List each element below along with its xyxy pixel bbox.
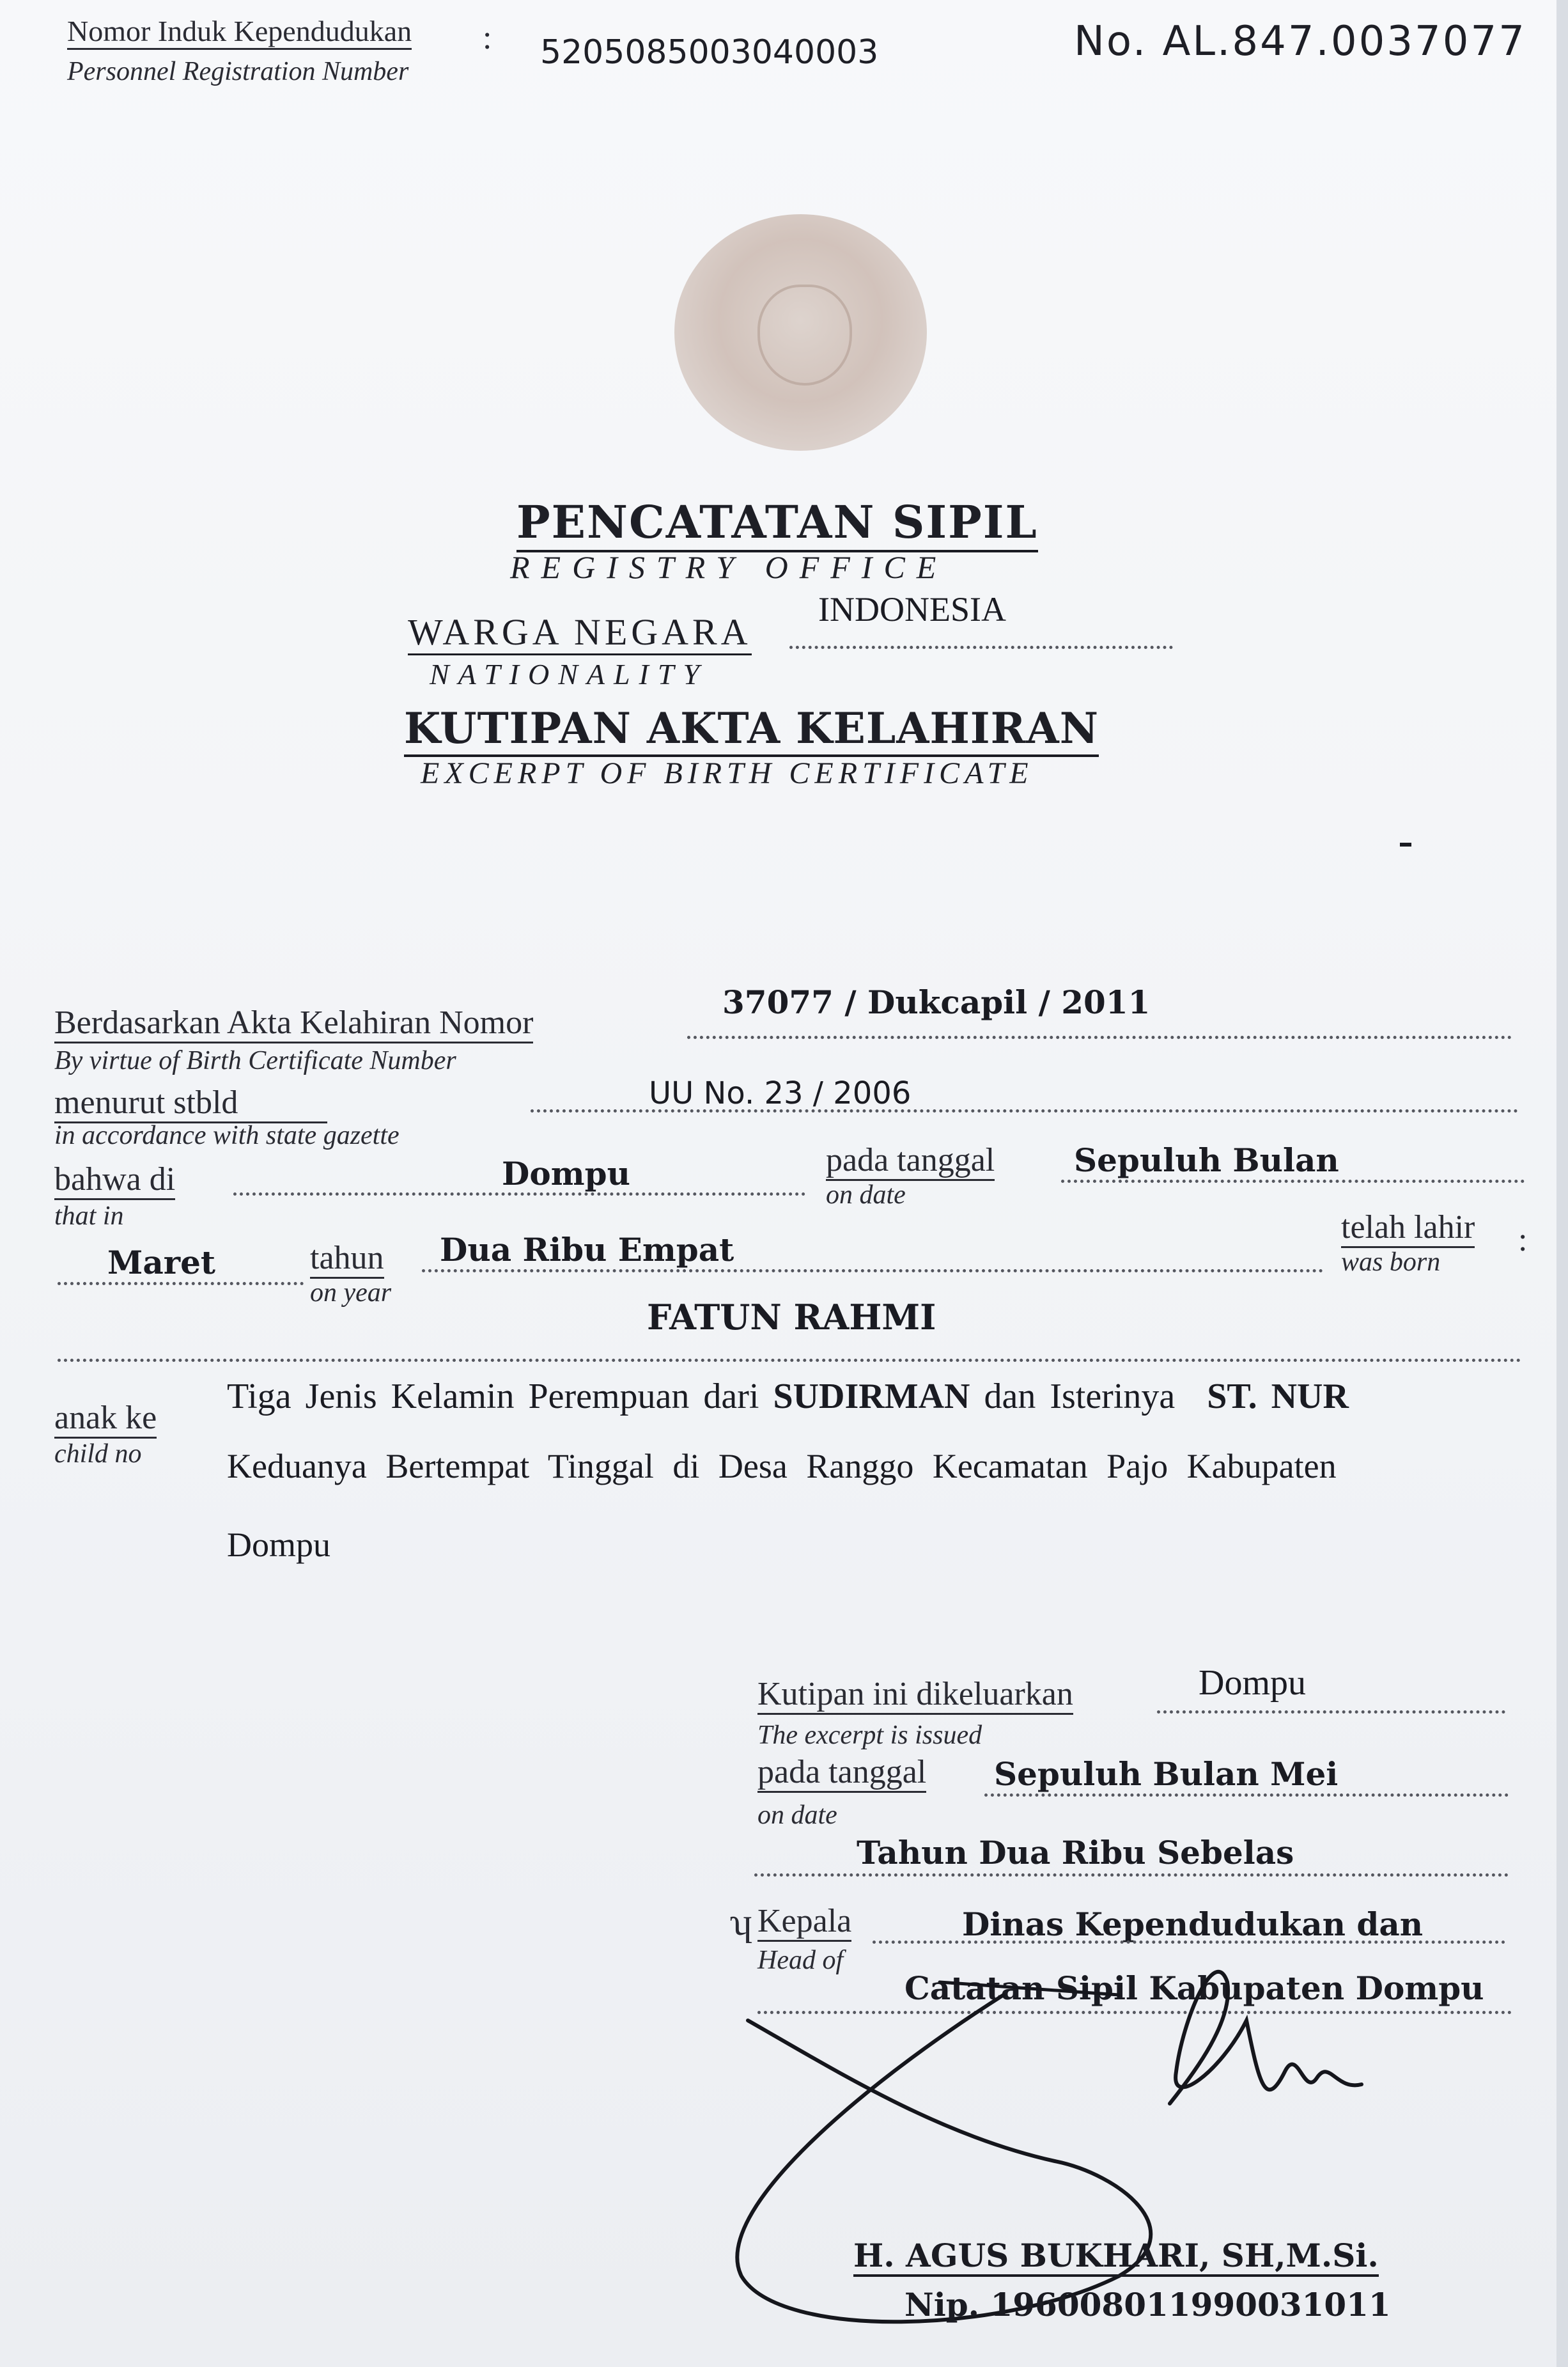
child-details-line1 [227, 1376, 1349, 1417]
child-no-label: anak ke [54, 1399, 157, 1439]
margin-mark: ʮ [729, 1901, 753, 1943]
official-name: H. AGUS BUKHARI, SH,M.Si. [853, 2237, 1379, 2277]
seal-emblem [757, 285, 852, 386]
child-name: FATUN RAHMI [647, 1297, 936, 1338]
birth-place-value: Dompu [502, 1155, 630, 1192]
mark-dash [1400, 843, 1411, 847]
issue-date-dots [984, 1793, 1509, 1797]
birth-date-label-en: on date [826, 1180, 906, 1210]
issued-label: Kutipan ini dikeluarkan [757, 1675, 1073, 1715]
child-details-text-b: dan Isterinya [970, 1377, 1190, 1416]
stbld-value: UU No. 23 / 2006 [649, 1075, 912, 1111]
cert-number-dots [687, 1036, 1512, 1039]
birth-month-value: Maret [107, 1244, 215, 1281]
issue-date-value2: Tahun Dua Ribu Sebelas [857, 1834, 1294, 1871]
issued-value: Dompu [1199, 1663, 1306, 1703]
child-name-dots [58, 1359, 1521, 1362]
registry-title: PENCATATAN SIPIL [516, 496, 1038, 552]
issue-date-value: Sepuluh Bulan Mei [994, 1755, 1339, 1793]
excerpt-title-en: EXCERPT OF BIRTH CERTIFICATE [421, 756, 1034, 790]
birth-date-dots [1061, 1180, 1525, 1183]
nik-value: 5205085003040003 [540, 33, 879, 72]
birth-year-dots [422, 1269, 1323, 1272]
birth-year-label: tahun [310, 1239, 384, 1279]
stbld-label: menurut stbld [54, 1084, 327, 1123]
nik-colon: : [483, 20, 492, 56]
nik-label: Nomor Induk Kependudukan [67, 14, 412, 50]
head-label: Kepala [757, 1902, 851, 1942]
cert-number-label: Berdasarkan Akta Kelahiran Nomor [54, 1004, 533, 1043]
born-label-en: was born [1341, 1247, 1441, 1277]
stbld-dots [531, 1109, 1518, 1113]
issue-date-label-en: on date [757, 1801, 837, 1830]
birth-place-label: bahwa di [54, 1160, 175, 1200]
stbld-label-en: in accordance with state gazette [54, 1121, 400, 1150]
official-nip: Nip. 196008011990031011 [904, 2286, 1391, 2324]
excerpt-title: KUTIPAN AKTA KELAHIRAN [404, 703, 1099, 757]
issue-date2-dots [754, 1873, 1509, 1877]
child-no-label-en: child no [54, 1439, 142, 1469]
issue-date-label: pada tanggal [757, 1753, 926, 1793]
cert-number-value: 37077 / Dukcapil / 2011 [722, 983, 1151, 1021]
issued-dots [1157, 1710, 1505, 1714]
page-edge [1556, 0, 1568, 2367]
cert-number-label-en: By virtue of Birth Certificate Number [54, 1046, 456, 1075]
nik-label-en: Personnel Registration Number [67, 57, 409, 86]
registry-title-en: REGISTRY OFFICE [510, 549, 948, 585]
nationality-dots [789, 646, 1173, 649]
mother-name: ST. NUR [1207, 1377, 1349, 1416]
nationality-label: WARGA NEGARA [408, 611, 752, 655]
child-details-text-a: Tiga Jenis Kelamin Perempuan dari [227, 1377, 773, 1416]
birth-date-value: Sepuluh Bulan [1074, 1141, 1339, 1179]
birth-date-label: pada tanggal [826, 1141, 995, 1181]
born-colon: : [1518, 1222, 1528, 1258]
head-label-en: Head of [757, 1946, 844, 1975]
birth-month-dots [58, 1282, 304, 1285]
head-value2: Catatan Sipil Kabupaten Dompu [904, 1969, 1484, 2007]
birth-place-label-en: that in [54, 1201, 124, 1231]
child-details-line3: Dompu [227, 1526, 330, 1564]
birth-place-dots [233, 1192, 805, 1196]
child-details-line2: Keduanya Bertempat Tinggal di Desa Ranggo Kecamatan Pajo Kabupaten [227, 1447, 1337, 1485]
birth-year-label-en: on year [310, 1278, 392, 1308]
nationality-label-en: NATIONALITY [430, 658, 709, 691]
signature [671, 1944, 1438, 2340]
head-value1: Dinas Kependudukan dan [962, 1905, 1424, 1943]
father-name: SUDIRMAN [773, 1377, 970, 1416]
born-label: telah lahir [1341, 1208, 1475, 1248]
nationality-value: INDONESIA [818, 590, 1006, 629]
issued-label-en: The excerpt is issued [757, 1721, 982, 1750]
document-number: No. AL.847.0037077 [1074, 18, 1526, 65]
birth-year-value: Dua Ribu Empat [440, 1231, 734, 1269]
